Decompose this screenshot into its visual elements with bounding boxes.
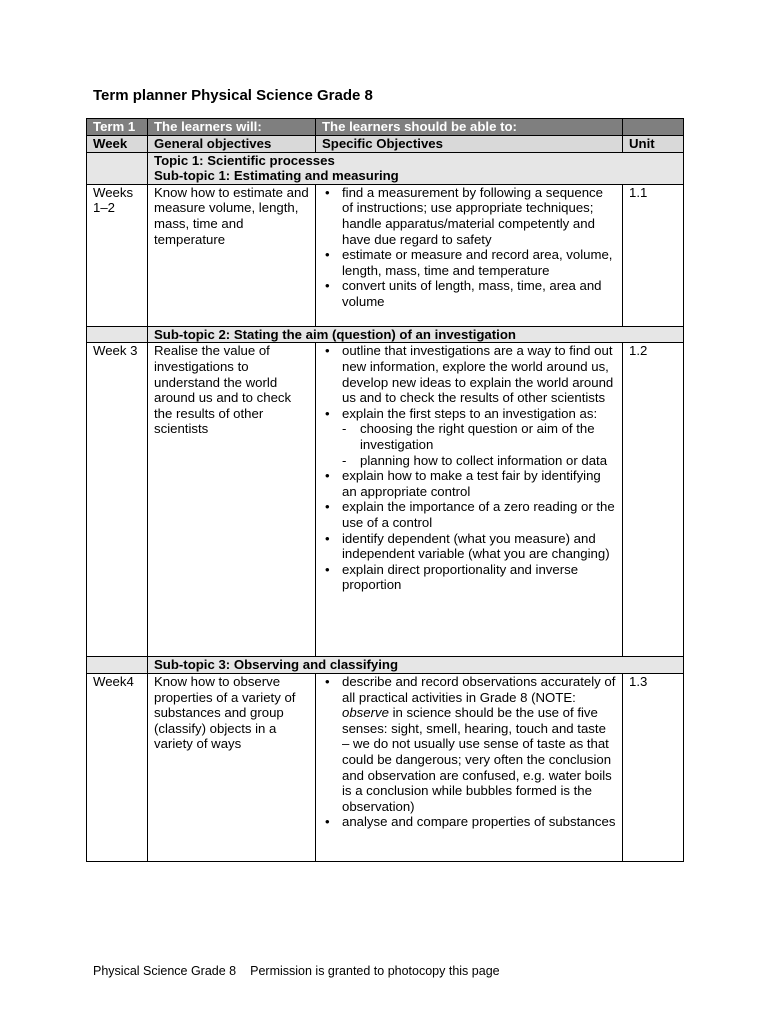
- objective-item: • explain direct proportionality and inverse proportion: [342, 562, 616, 593]
- term-planner-table: [86, 118, 684, 862]
- subtopic-cell-3: [148, 657, 684, 674]
- header-row-columns: [87, 136, 684, 153]
- header-row-term: [87, 119, 684, 136]
- objective-text: describe and record observations accurately of all practical activities in Grade 8 (NOTE:: [342, 673, 616, 705]
- header-term: Term 1: [87, 119, 148, 136]
- unit-cell: 1.3: [623, 673, 684, 861]
- objective-item: [342, 406, 616, 468]
- objective-item: • identify dependent (what you measure) and independent variable (what you are changing): [342, 531, 616, 562]
- header-learners-will: The learners will:: [148, 119, 316, 136]
- header-unit: Unit: [623, 136, 684, 153]
- specific-objectives-cell: [316, 184, 623, 326]
- week-cell: Weeks 1–2: [87, 184, 148, 326]
- header-empty: [623, 119, 684, 136]
- general-objective-cell: Know how to estimate and measure volume, length, mass, time and temperature: [148, 184, 316, 326]
- general-objective-cell: Know how to observe properties of a variety of substances and group (classify) objects in a variety of ways: [148, 673, 316, 861]
- subtopic-blank-cell: [87, 657, 148, 674]
- objective-item: • estimate or measure and record area, volume, length, mass, time and temperature: [342, 247, 616, 278]
- header-general-objectives: General objectives: [148, 136, 316, 153]
- objective-item: • outline that investigations are a way to find out new information, explore the world around us, develop new ideas to explain the world around us and to check the results of other scientists: [342, 343, 616, 405]
- subtopic-heading-1: Sub-topic 1: Estimating and measuring: [154, 168, 399, 184]
- week-cell: Week4: [87, 673, 148, 861]
- objective-subitem: - choosing the right question or aim of the investigation: [360, 421, 616, 452]
- general-objective-cell: Realise the value of investigations to understand the world around us and to check the results of other scientists: [148, 343, 316, 657]
- specific-objectives-cell: [316, 343, 623, 657]
- subtopic-heading-2: Sub-topic 2: Stating the aim (question) of an investigation: [154, 326, 516, 342]
- objective-text: explain the first steps to an investigation as:: [342, 405, 598, 421]
- subtopic-cell-2: [148, 326, 684, 343]
- unit-cell: 1.2: [623, 343, 684, 657]
- subtopic-blank-cell: [87, 152, 148, 184]
- table-row-week-3: [87, 343, 684, 657]
- objective-text: in science should be the use of five senses: sight, smell, hearing, touch and taste – we do not usually use sense of taste as that could be dangerous; very often the conclusion and observation are confused, e.g. water boils is a conclusion while bubbles formed is the observation): [342, 705, 612, 814]
- objective-item: • analyse and compare properties of substances: [342, 814, 616, 830]
- specific-objectives-cell: [316, 673, 623, 861]
- unit-cell: 1.1: [623, 184, 684, 326]
- table-row-week-4: [87, 673, 684, 861]
- table-row-weeks-1-2: [87, 184, 684, 326]
- week-cell: Week 3: [87, 343, 148, 657]
- objective-subitem: - planning how to collect information or data: [360, 453, 616, 469]
- objective-emphasis: observe: [342, 705, 389, 721]
- page-footer: [93, 964, 500, 980]
- topic-heading: Topic 1: Scientific processes: [154, 152, 335, 168]
- objective-item: • explain the importance of a zero reading or the use of a control: [342, 499, 616, 530]
- header-learners-able: The learners should be able to:: [316, 119, 623, 136]
- footer-permission: Permission is granted to photocopy this page: [250, 964, 500, 978]
- subtopic-row-2: [87, 326, 684, 343]
- objective-item: • convert units of length, mass, time, area and volume: [342, 278, 616, 309]
- footer-title: Physical Science Grade 8: [93, 964, 237, 978]
- objective-item: • find a measurement by following a sequence of instructions; use appropriate techniques; handle apparatus/material competently and have due regard to safety: [342, 185, 616, 247]
- subtopic-heading-3: Sub-topic 3: Observing and classifying: [154, 657, 399, 673]
- objective-sublist: [342, 421, 616, 468]
- objective-item: • explain how to make a test fair by identifying an appropriate control: [342, 468, 616, 499]
- objective-item: [342, 674, 616, 814]
- page-title: Term planner Physical Science Grade 8: [93, 87, 373, 104]
- subtopic-blank-cell: [87, 326, 148, 343]
- subtopic-cell-1: [148, 152, 684, 184]
- subtopic-row-1: [87, 152, 684, 184]
- header-week: Week: [87, 136, 148, 153]
- subtopic-row-3: [87, 657, 684, 674]
- header-specific-objectives: Specific Objectives: [316, 136, 623, 153]
